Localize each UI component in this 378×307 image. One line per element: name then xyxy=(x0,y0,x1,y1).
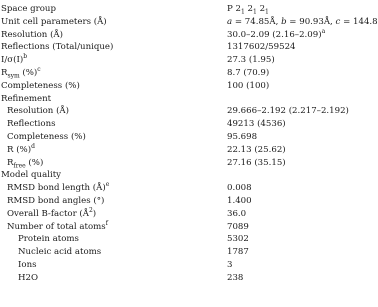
row-label xyxy=(7,221,108,234)
row-value: 22.13 (25.62) xyxy=(227,144,286,155)
table-row xyxy=(0,195,362,208)
label-suffix: (%) xyxy=(25,157,44,168)
table-row xyxy=(0,29,362,42)
section-title: Model quality xyxy=(1,170,62,181)
table-row xyxy=(0,246,362,259)
row-label: Completeness (%) xyxy=(7,131,86,142)
table-row xyxy=(0,3,362,16)
section-title: Refinement xyxy=(1,93,52,104)
row-value: 1.400 xyxy=(227,195,252,206)
label-suffix: (%) xyxy=(19,67,38,78)
label-text: R xyxy=(1,67,8,78)
table-row xyxy=(0,131,362,144)
label-text: RMSD bond length (Å) xyxy=(7,183,106,194)
row-value: 0.008 xyxy=(227,183,252,194)
footnote-marker: f xyxy=(105,219,108,227)
row-label: Completeness (%) xyxy=(1,80,80,91)
row-value xyxy=(227,29,325,42)
row-label: Reflections xyxy=(7,119,56,130)
row-label: Resolution (Å) xyxy=(7,106,69,117)
label-text: R (%) xyxy=(7,144,32,155)
row-label xyxy=(7,144,35,157)
space-group-value: P $2_1$ $2_1$ $2_1$ xyxy=(227,4,269,16)
table-row xyxy=(0,233,362,246)
row-label: Space group xyxy=(1,4,56,14)
label-suffix: ) xyxy=(92,208,97,219)
table-row xyxy=(0,67,362,80)
row-value: 27.3 (1.95) xyxy=(227,55,275,66)
table-row xyxy=(0,272,362,285)
row-value: 8.7 (70.9) xyxy=(227,67,270,78)
value-text: 30.0–2.09 (2.16–2.09) xyxy=(227,29,322,40)
row-label xyxy=(7,157,43,170)
row-value: 49213 (4536) xyxy=(227,119,286,130)
row-value: 1317602/59524 xyxy=(227,42,296,53)
row-label: Resolution (Å) xyxy=(1,29,63,40)
table-row xyxy=(0,208,362,221)
param-a-value: = 74.85Å, xyxy=(232,16,282,27)
param-b-value: = 90.93Å, xyxy=(286,16,336,27)
footnote-marker: c xyxy=(37,66,41,74)
row-value: 95.698 xyxy=(227,131,258,142)
row-value: 7089 xyxy=(227,221,249,232)
param-b: b xyxy=(281,16,287,27)
footnote-marker: d xyxy=(31,142,35,150)
superscript: 2 xyxy=(88,206,93,214)
table-row xyxy=(0,118,362,131)
section-header-refinement xyxy=(0,93,362,106)
row-label xyxy=(7,182,109,195)
table-row xyxy=(0,221,362,234)
row-label xyxy=(7,208,96,221)
param-c: c xyxy=(335,16,341,27)
table-row xyxy=(0,80,362,93)
row-label xyxy=(1,67,41,80)
row-label: Protein atoms xyxy=(18,234,79,245)
table-row xyxy=(0,157,362,170)
param-a: a xyxy=(227,16,233,27)
row-label: Nucleic acid atoms xyxy=(18,247,102,258)
table-row xyxy=(0,16,378,29)
row-label: RMSD bond angles (°) xyxy=(7,195,105,206)
table-row xyxy=(0,259,362,272)
label-text: R xyxy=(7,157,14,168)
label-subscript: sym xyxy=(7,72,20,80)
row-value: 29.666–2.192 (2.217–2.192) xyxy=(227,106,349,117)
label-text: Number of total atoms xyxy=(7,221,106,232)
row-value: 1787 xyxy=(227,247,249,258)
param-c-value: = 144.8 xyxy=(340,16,378,27)
label-subscript: free xyxy=(13,162,26,170)
row-value: 5302 xyxy=(227,234,249,245)
table-row xyxy=(0,182,362,195)
footnote-marker: b xyxy=(23,53,28,61)
footnote-marker: e xyxy=(105,181,110,189)
label-text: I/σ(I) xyxy=(1,55,24,66)
section-header-model-quality xyxy=(0,169,362,182)
row-value: 3 xyxy=(227,259,233,270)
table-row xyxy=(0,41,362,54)
footnote-marker: a xyxy=(321,27,326,35)
table-row xyxy=(0,105,362,118)
row-label: H2O xyxy=(18,272,39,283)
row-value: 100 (100) xyxy=(227,80,270,91)
row-label: Ions xyxy=(18,259,37,270)
table-row xyxy=(0,144,362,157)
table-row xyxy=(0,54,362,67)
label-text: Overall B-factor (Å xyxy=(7,208,89,219)
unit-cell-value xyxy=(227,16,378,29)
row-label: Unit cell parameters (Å) xyxy=(1,16,107,27)
row-value: 36.0 xyxy=(227,208,247,219)
row-label xyxy=(1,54,27,67)
row-value: 27.16 (35.15) xyxy=(227,157,286,168)
row-label: Reflections (Total/unique) xyxy=(1,42,114,53)
row-value: 238 xyxy=(227,272,244,283)
